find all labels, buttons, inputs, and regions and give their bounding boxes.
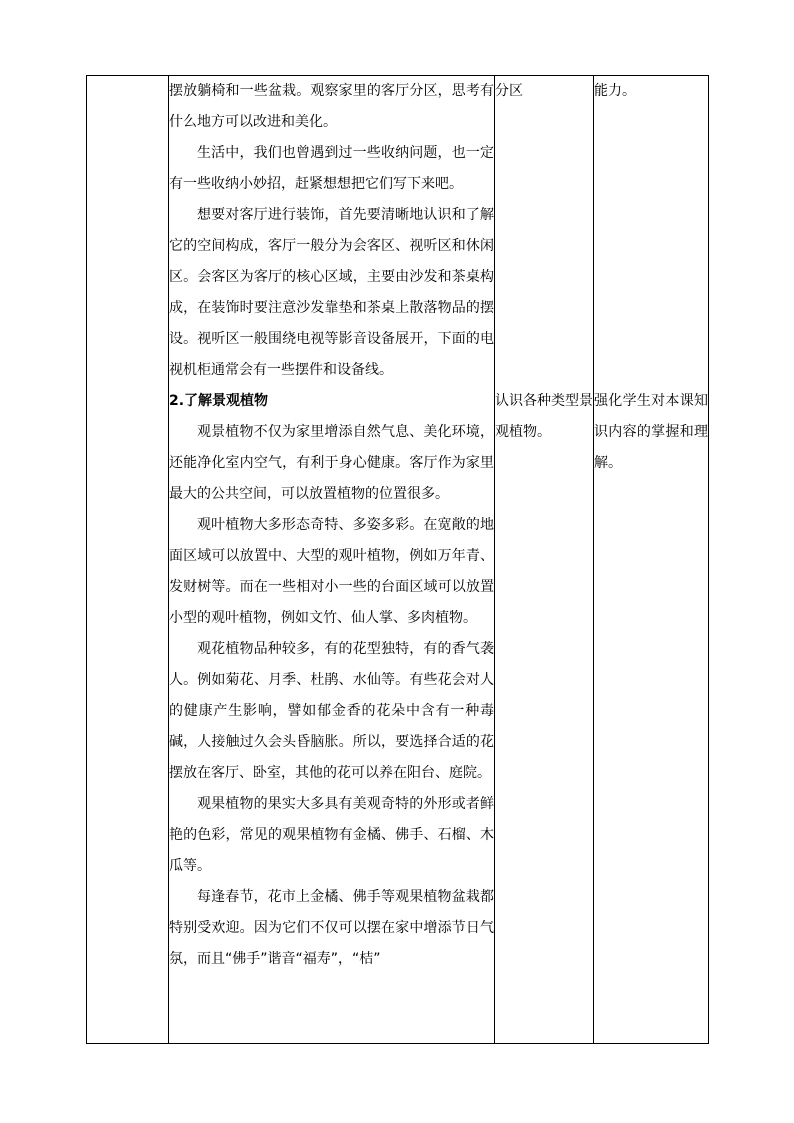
paragraph-flowering-plants: 观花植物品种较多，有的花型独特，有的香气袭人。例如菊花、月季、杜鹃、水仙等。有些花会对人的健康产生影响，譬如郁金香的花朵中含有一种毒碱，人接触过久会头昏脑胀。所以，要选择合适的花摆放在客厅、卧室，其他的花可以养在阳台、庭院。 [169,641,494,781]
paragraph-ornamental-plants: 观景植物不仅为家里增添自然气息、美化环境，还能净化室内空气，有利于身心健康。客厅作为家里最大的公共空间，可以放置植物的位置很多。 [169,424,494,502]
lesson-plan-table [86,75,709,1044]
intent-text-2: 强化学生对本课知识内容的掌握和理解。 [594,393,708,471]
table-row [87,76,709,1044]
section-heading: 2.了解景观植物 [169,393,269,409]
paragraph-living-room-space: 想要对客厅进行装饰，首先要清晰地认识和了解它的空间构成，客厅一般分为会客区、视听区和休闲区。会客区为客厅的核心区域，主要由沙发和茶桌构成，在装饰时要注意沙发靠垫和茶桌上散落物品的摆设。视听区一般围绕电视等影音设备展开，下面的电视机柜通常会有一些摆件和设备线。 [169,207,494,378]
paragraph-storage: 生活中，我们也曾遇到过一些收纳问题，也一定有一些收纳小妙招，赶紧想想把它们写下来吧。 [169,145,494,192]
paragraph-fruit-plants: 观果植物的果实大多具有美观奇特的外形或者鲜艳的色彩，常见的观果植物有金橘、佛手、石榴、木瓜等。 [169,796,494,874]
intent-text-1: 能力。 [594,83,636,99]
activity-text-1: 分区 [495,83,523,99]
paragraph-foliage-plants: 观叶植物大多形态奇特、多姿多彩。在宽敞的地面区域可以放置中、大型的观叶植物，例如万年青、发财树等。而在一些相对小一些的台面区域可以放置小型的观叶植物，例如文竹、仙人掌、多肉植物。 [169,517,494,626]
paragraph-intro: 摆放躺椅和一些盆栽。观察家里的客厅分区，思考有什么地方可以改进和美化。 [169,83,494,130]
empty-cell [87,76,169,1044]
paragraph-spring-festival: 每逢春节，花市上金橘、佛手等观果植物盆栽都特别受欢迎。因为它们不仅可以摆在家中增添节日气氛，而且“佛手”谐音“福寿”，“桔” [169,889,494,967]
design-intent-cell [594,76,709,1044]
student-activity-cell [495,76,594,1044]
activity-text-2: 认识各种类型景观植物。 [495,393,593,440]
teaching-content-cell [169,76,495,1044]
